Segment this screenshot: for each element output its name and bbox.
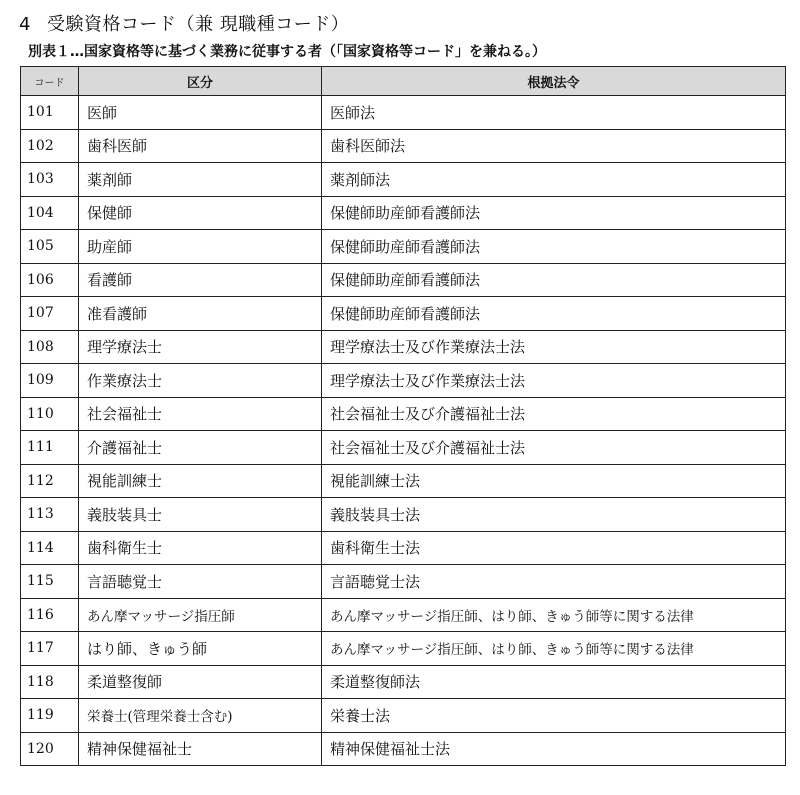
table-row xyxy=(21,364,786,398)
law-cell: 薬剤師法 xyxy=(322,163,786,197)
law-cell: 栄養士法 xyxy=(322,699,786,733)
kubun-cell: 薬剤師 xyxy=(79,163,322,197)
table-row xyxy=(21,263,786,297)
header-law: 根拠法令 xyxy=(322,67,786,96)
code-cell: 101 xyxy=(21,96,79,130)
header-code: コード xyxy=(21,67,79,96)
kubun-cell: 柔道整復師 xyxy=(79,665,322,699)
table-row xyxy=(21,96,786,130)
law-cell: 社会福祉士及び介護福祉士法 xyxy=(322,397,786,431)
code-cell: 106 xyxy=(21,263,79,297)
kubun-cell: 言語聴覚士 xyxy=(79,565,322,599)
law-cell: 理学療法士及び作業療法士法 xyxy=(322,364,786,398)
law-cell: 社会福祉士及び介護福祉士法 xyxy=(322,431,786,465)
section-title: 受験資格コード（兼 現職種コード） xyxy=(47,14,350,35)
code-cell: 117 xyxy=(21,632,79,666)
table-row xyxy=(21,397,786,431)
table-row xyxy=(21,464,786,498)
law-cell: あん摩マッサージ指圧師、はり師、きゅう師等に関する法律 xyxy=(322,632,786,666)
law-cell: 歯科医師法 xyxy=(322,129,786,163)
qualification-code-table xyxy=(20,66,786,766)
kubun-cell: 介護福祉士 xyxy=(79,431,322,465)
code-cell: 102 xyxy=(21,129,79,163)
table-row xyxy=(21,129,786,163)
kubun-cell: はり師、きゅう師 xyxy=(79,632,322,666)
table-row xyxy=(21,498,786,532)
code-cell: 108 xyxy=(21,330,79,364)
code-cell: 119 xyxy=(21,699,79,733)
law-cell: 義肢装具士法 xyxy=(322,498,786,532)
kubun-cell: 社会福祉士 xyxy=(79,397,322,431)
table-caption: 別表１…国家資格等に基づく業務に従事する者（「国家資格等コード」を兼ねる。） xyxy=(28,44,546,60)
table-row xyxy=(21,163,786,197)
law-cell: 柔道整復師法 xyxy=(322,665,786,699)
code-cell: 113 xyxy=(21,498,79,532)
table-row xyxy=(21,699,786,733)
kubun-cell: 看護師 xyxy=(79,263,322,297)
table-row xyxy=(21,230,786,264)
code-cell: 111 xyxy=(21,431,79,465)
kubun-cell: 医師 xyxy=(79,96,322,130)
code-cell: 109 xyxy=(21,364,79,398)
code-cell: 104 xyxy=(21,196,79,230)
kubun-cell: 栄養士(管理栄養士含む) xyxy=(79,699,322,733)
table-body xyxy=(21,96,786,766)
table-row xyxy=(21,665,786,699)
kubun-cell: 歯科医師 xyxy=(79,129,322,163)
table-row xyxy=(21,431,786,465)
section-heading xyxy=(19,10,349,36)
section-number: 4 xyxy=(19,14,31,35)
kubun-cell: 理学療法士 xyxy=(79,330,322,364)
code-cell: 105 xyxy=(21,230,79,264)
law-cell: 視能訓練士法 xyxy=(322,464,786,498)
kubun-cell: 歯科衛生士 xyxy=(79,531,322,565)
table-row xyxy=(21,196,786,230)
law-cell: あん摩マッサージ指圧師、はり師、きゅう師等に関する法律 xyxy=(322,598,786,632)
code-cell: 120 xyxy=(21,732,79,766)
kubun-cell: 助産師 xyxy=(79,230,322,264)
code-cell: 118 xyxy=(21,665,79,699)
table-row xyxy=(21,598,786,632)
table-row xyxy=(21,297,786,331)
law-cell: 医師法 xyxy=(322,96,786,130)
code-cell: 110 xyxy=(21,397,79,431)
kubun-cell: 准看護師 xyxy=(79,297,322,331)
table-row xyxy=(21,632,786,666)
table-header-row xyxy=(21,67,786,96)
code-cell: 107 xyxy=(21,297,79,331)
table-row xyxy=(21,531,786,565)
kubun-cell: 保健師 xyxy=(79,196,322,230)
kubun-cell: 義肢装具士 xyxy=(79,498,322,532)
kubun-cell: 視能訓練士 xyxy=(79,464,322,498)
code-cell: 116 xyxy=(21,598,79,632)
code-cell: 114 xyxy=(21,531,79,565)
law-cell: 理学療法士及び作業療法士法 xyxy=(322,330,786,364)
code-cell: 103 xyxy=(21,163,79,197)
law-cell: 保健師助産師看護師法 xyxy=(322,196,786,230)
kubun-cell: あん摩マッサージ指圧師 xyxy=(79,598,322,632)
kubun-cell: 精神保健福祉士 xyxy=(79,732,322,766)
table-row xyxy=(21,330,786,364)
code-cell: 115 xyxy=(21,565,79,599)
law-cell: 保健師助産師看護師法 xyxy=(322,297,786,331)
law-cell: 言語聴覚士法 xyxy=(322,565,786,599)
code-cell: 112 xyxy=(21,464,79,498)
law-cell: 保健師助産師看護師法 xyxy=(322,263,786,297)
law-cell: 精神保健福祉士法 xyxy=(322,732,786,766)
kubun-cell: 作業療法士 xyxy=(79,364,322,398)
table-row xyxy=(21,565,786,599)
table-row xyxy=(21,732,786,766)
law-cell: 歯科衛生士法 xyxy=(322,531,786,565)
law-cell: 保健師助産師看護師法 xyxy=(322,230,786,264)
header-kubun: 区分 xyxy=(79,67,322,96)
